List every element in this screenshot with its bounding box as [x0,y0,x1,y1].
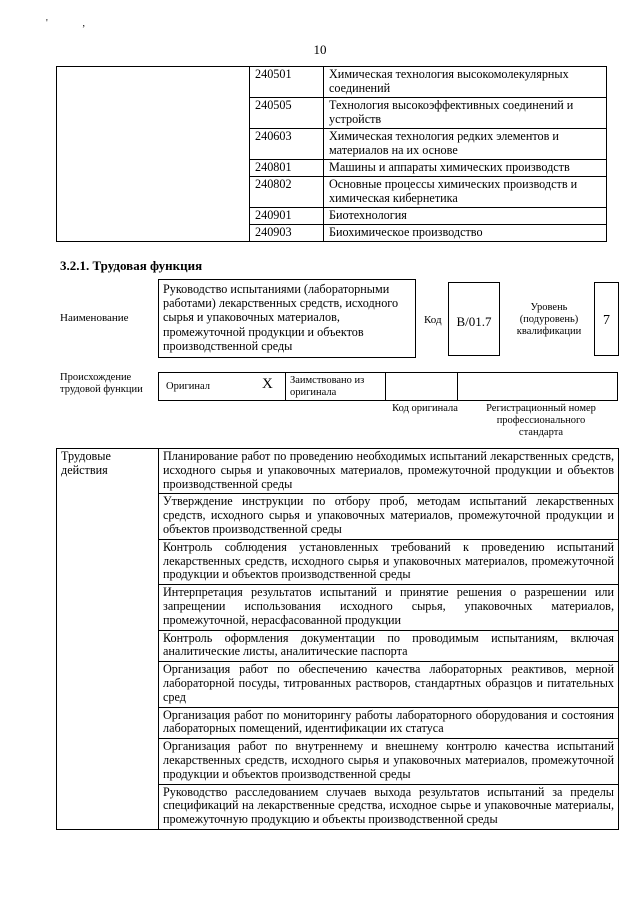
origin-row-box [158,372,618,401]
name-cell: Основные процессы химических производств и химическая кибернетика [324,177,607,208]
origin-label: Происхождение трудовой функции [60,372,143,395]
action-item: Утверждение инструкции по отбору проб, методам испытаний лекарственных средств, исходного сырья и упаковочных материалов, промежуточной продукции и объектов производственной среды [159,494,619,539]
action-item: Руководство расследованием случаев выхода результатов испытаний за пределы спецификаций на лекарственные средства, исходное сырье и упаковочные материалы, промежуточную продукцию и объекты производственной среды [159,784,619,829]
table-row [57,67,607,98]
code-cell: 240501 [250,67,324,98]
corner-mark-left: ' [46,18,48,29]
corner-mark-right: ‚ [82,18,86,29]
level-value-box: 7 [594,282,619,356]
original-checkmark: X [262,376,273,392]
section-title: 3.2.1. Трудовая функция [60,258,203,273]
origin-divider-2 [385,372,386,401]
code-cell: 240801 [250,160,324,177]
action-item: Контроль соблюдения установленных требований к проведению испытаний лекарственных средств, исходного сырья и упаковочных материалов, промежуточной продукции и объектов производственной среды [159,539,619,584]
labor-actions-table [56,448,619,830]
code-cell: 240903 [250,225,324,242]
name-cell: Машины и аппараты химических производств [324,160,607,177]
name-cell: Технология высокоэффективных соединений и устройств [324,98,607,129]
function-name-box: Руководство испытаниями (лабораторными работами) лекарственных средств, исходного сырья и упаковочных материалов, промежуточной продукции и объектов производственной среды [158,279,416,358]
action-item: Планирование работ по проведению необходимых испытаний лекарственных средств, исходного сырья и упаковочных материалов, промежуточной продукции и объектов производственной среды [159,449,619,494]
code-cell: 240603 [250,129,324,160]
name-cell: Химическая технология редких элементов и материалов на их основе [324,129,607,160]
original-code-caption: Код оригинала [392,403,458,414]
level-label: Уровень (подуровень) квалификации [516,302,582,337]
name-cell: Биохимическое производство [324,225,607,242]
table-row [57,449,619,494]
empty-cell [57,67,250,242]
name-cell: Биотехнология [324,208,607,225]
actions-label: Трудовые действия [57,449,159,830]
code-cell: 240505 [250,98,324,129]
action-item: Организация работ по мониторингу работы лабораторного оборудования и состояния лабораторных помещений, идентификации их статуса [159,707,619,739]
action-item: Интерпретация результатов испытаний и принятие решения о разрешении или запрещении использования исходного сырья, упаковочных материалов, промежуточной, нерасфасованной продукции [159,585,619,630]
code-cell: 240901 [250,208,324,225]
action-item: Организация работ по внутреннему и внешнему контролю качества испытаний лекарственных средств, исходного сырья и упаковочных материалов, промежуточной продукции и объектов производственной среды [159,739,619,784]
origin-divider-1 [285,372,286,401]
page-number: 10 [313,42,327,57]
code-value-box: B/01.7 [448,282,500,356]
code-label: Код [424,314,442,326]
action-item: Организация работ по обеспечению качества лабораторных реактивов, мерной лабораторной посуды, титрованных растворов, стандартных образцов и питательных сред [159,662,619,707]
original-label: Оригинал [166,381,210,392]
action-item: Контроль оформления документации по проводимым испытаниям, включая аналитические листы, аналитические паспорта [159,630,619,662]
reg-number-caption: Регистрационный номер профессионального стандарта [486,403,596,438]
origin-divider-3 [457,372,458,401]
name-label: Наименование [60,312,129,324]
name-cell: Химическая технология высокомолекулярных соединений [324,67,607,98]
specialty-codes-table [56,66,607,242]
code-cell: 240802 [250,177,324,208]
borrowed-label: Заимствовано из оригинала [290,375,365,398]
